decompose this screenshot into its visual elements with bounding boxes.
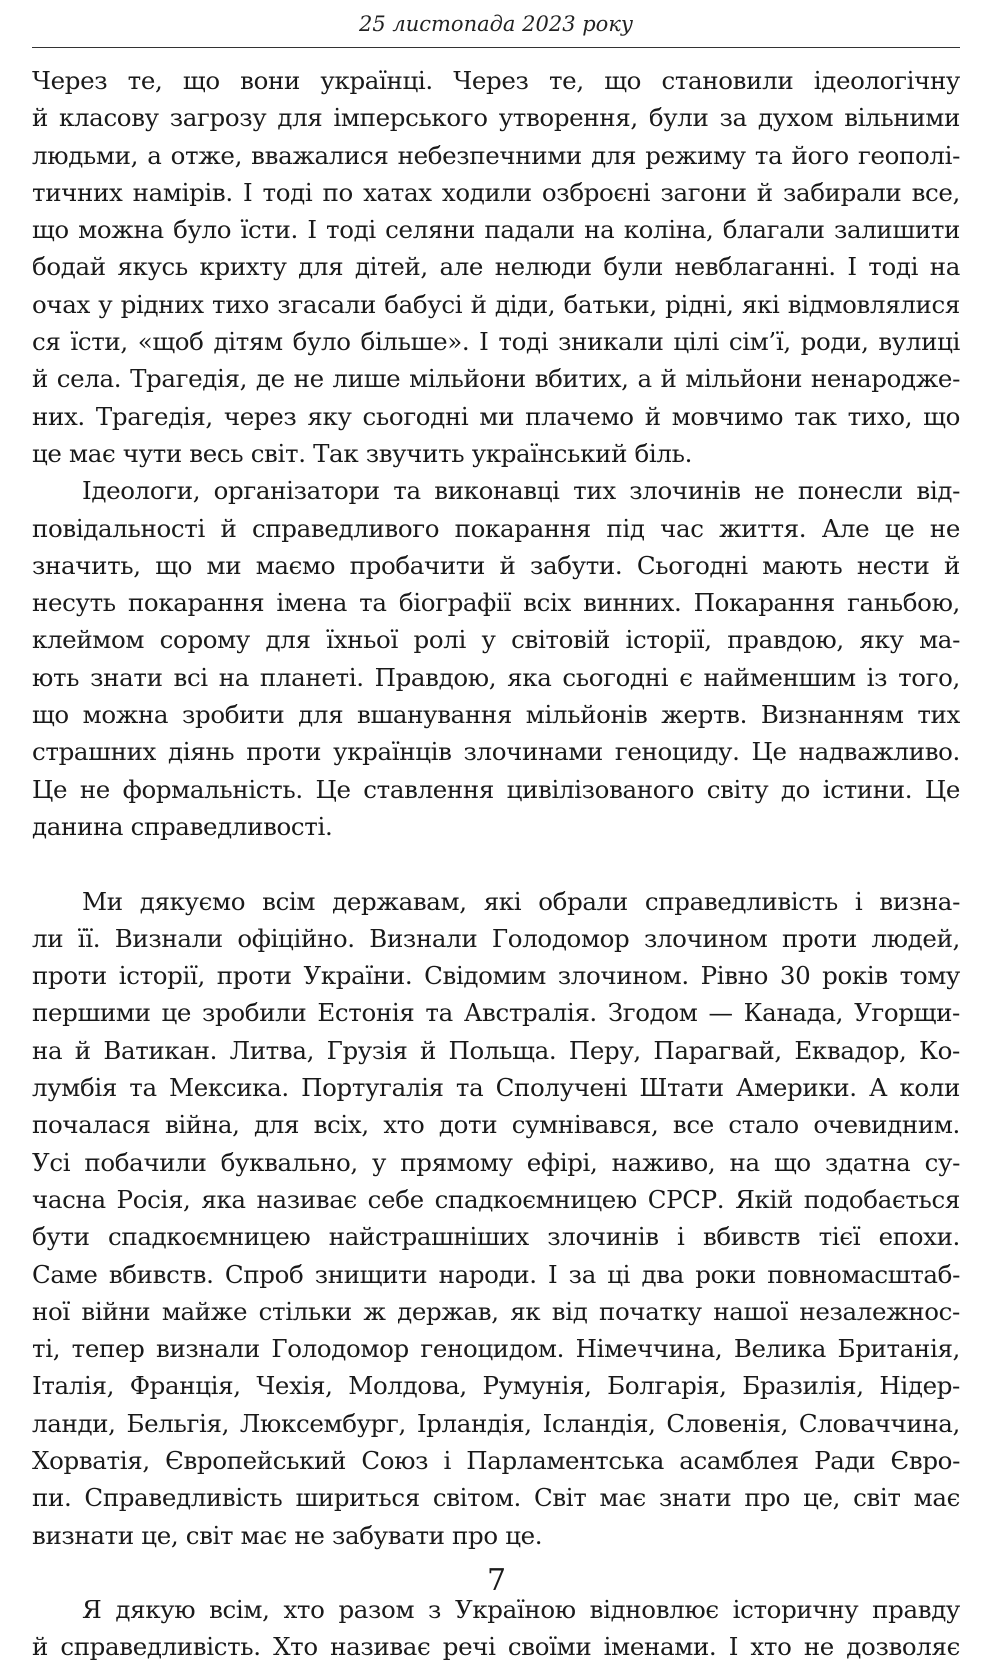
text-line: часна Росія, яка називає себе спадкоємницею СРСР. Якій подобається	[32, 1184, 960, 1214]
text-line: першими це зробили Естонія та Австралія. Згодом — Канада, Угорщи-	[32, 998, 960, 1028]
text-line: й класову загрозу для імперського утворення, були за духом вільними	[32, 103, 960, 133]
text-line: ної війни майже стільки ж держав, як від початку нашої незалежнос-	[32, 1296, 960, 1326]
text-line: це має чути весь світ. Так звучить український біль.	[32, 438, 693, 468]
text-line: на й Ватикан. Литва, Грузія й Польща. Перу, Парагвай, Еквадор, Ко-	[32, 1035, 960, 1065]
text-line: тичних намірів. І тоді по хатах ходили озброєні загони й забирали все,	[32, 177, 960, 207]
text-line: ланди, Бельгія, Люксембург, Ірландія, Ісландія, Словенія, Словаччина,	[32, 1408, 960, 1438]
text-line: що можна було їсти. І тоді селяни падали на коліна, благали залишити	[32, 215, 960, 245]
text-line: Ми дякуємо всім державам, які обрали справедливість і визна-	[82, 886, 960, 916]
text-line: данина справедливості.	[32, 811, 333, 841]
text-line: людьми, а отже, вважалися небезпечними для режиму та його геополі-	[32, 140, 960, 170]
text-line: лумбія та Мексика. Португалія та Сполучені Штати Америки. А коли	[32, 1073, 960, 1103]
text-line: страшних діянь проти українців злочинами геноциду. Це надважливо.	[32, 737, 960, 767]
text-line: Я дякую всім, хто разом з Україною відновлює історичну правду	[82, 1595, 960, 1625]
text-line: що можна зробити для вшанування мільйонів жертв. Визнанням тих	[32, 700, 960, 730]
text-line: бути спадкоємницею найстрашніших злочинів і вбивств тієї епохи.	[32, 1222, 960, 1252]
text-line: Саме вбивств. Спроб знищити народи. І за ці два роки повномасштаб-	[32, 1259, 960, 1289]
text-line: й села. Трагедія, де не лише мільйони вбитих, а й мільйони ненародже-	[32, 364, 960, 394]
text-line: Усі побачили буквально, у прямому ефірі, наживо, на що здатна су-	[32, 1147, 960, 1177]
text-line: Хорватія, Європейський Союз і Парламентська асамблея Ради Євро-	[32, 1445, 960, 1475]
text-line: несуть покарання імена та біографії всіх винних. Покарання ганьбою,	[32, 588, 960, 618]
text-line: й справедливість. Хто називає речі своїми іменами. І хто не дозволяє	[32, 1632, 960, 1662]
text-line: ли її. Визнали офіційно. Визнали Голодомор злочином проти людей,	[32, 923, 960, 953]
text-line: ють знати всі на планеті. Правдою, яка сьогодні є найменшим із того,	[32, 662, 960, 692]
text-line: пи. Справедливість шириться світом. Світ має знати про це, світ має	[32, 1483, 960, 1513]
page-number: 7	[486, 1563, 507, 1598]
paragraph-gap	[32, 845, 960, 882]
text-line: Італія, Франція, Чехія, Молдова, Румунія, Болгарія, Бразилія, Нідер-	[32, 1371, 960, 1401]
header-divider	[32, 47, 960, 48]
text-line: Це не формальність. Це ставлення цивілізованого світу до істини. Це	[32, 774, 960, 804]
text-line: проти історії, проти України. Свідомим злочином. Рівно 30 років тому	[32, 961, 960, 991]
text-line: почалася війна, для всіх, хто доти сумнівався, все стало очевидним.	[32, 1110, 960, 1140]
text-line: очах у рідних тихо згасали бабусі й діди, батьки, рідні, які відмовлялися	[32, 289, 960, 319]
body-text	[32, 62, 960, 1666]
text-line: Через те, що вони українці. Через те, що становили ідеологічну	[32, 66, 960, 95]
text-line: клеймом сорому для їхньої ролі у світовій історії, правдою, яку ма-	[32, 625, 960, 655]
text-line: повідальності й справедливого покарання під час життя. Але це не	[32, 513, 960, 543]
text-line: них. Трагедія, через яку сьогодні ми плачемо й мовчимо так тихо, що	[32, 401, 960, 431]
text-line: бодай якусь крихту для дітей, але нелюди були невблаганні. І тоді на	[32, 252, 960, 282]
text-line: значить, що ми маємо пробачити й забути. Сьогодні мають нести й	[32, 550, 960, 580]
text-line: Ідеологи, організатори та виконавці тих злочинів не понесли від-	[82, 476, 960, 506]
text-line: визнати це, світ має не забувати про це.	[32, 1520, 543, 1550]
text-line: ті, тепер визнали Голодомор геноцидом. Німеччина, Велика Британія,	[32, 1334, 960, 1364]
text-line: ся їсти, «щоб дітям було більше». І тоді зникали цілі сім’ї, роди, вулиці	[32, 327, 960, 357]
running-header-date: 25 листопада 2023 року	[358, 12, 634, 36]
